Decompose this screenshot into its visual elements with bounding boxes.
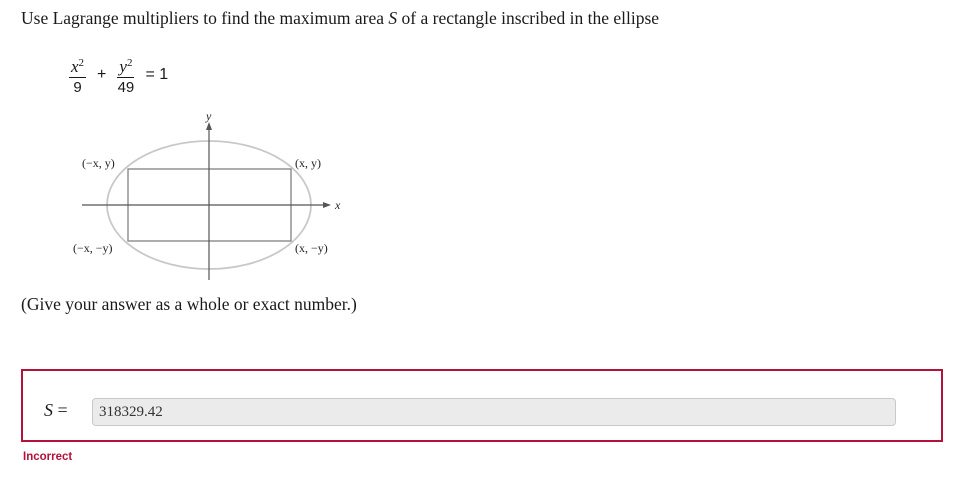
question-prefix: Use Lagrange multipliers to find the maximum area <box>21 8 389 28</box>
ellipse-equation <box>66 50 176 100</box>
x-numerator: $x^2$ <box>71 56 85 76</box>
question-suffix: of a rectangle inscribed in the ellipse <box>397 8 660 28</box>
answer-variable: S <box>44 400 53 420</box>
equals-one: = 1 <box>145 66 169 83</box>
x-fraction-bar <box>69 77 86 78</box>
y-axis-label: y <box>206 109 212 123</box>
ellipse-diagram <box>60 108 360 286</box>
corner-label-bottom-right: (x, −y) <box>295 241 328 255</box>
answer-box <box>21 369 943 442</box>
y-fraction-bar <box>117 77 134 78</box>
x-axis-label: x <box>335 198 341 212</box>
x-axis-arrow-icon <box>323 202 331 208</box>
x-denominator: 9 <box>73 78 82 96</box>
y-fraction <box>117 54 134 97</box>
y-axis-arrow-icon <box>206 122 212 130</box>
answer-label <box>44 400 68 421</box>
corner-label-top-left: (−x, y) <box>82 156 115 170</box>
answer-equals: = <box>53 400 68 420</box>
x-fraction <box>69 54 86 97</box>
question-text <box>21 8 659 29</box>
feedback-status: Incorrect <box>23 451 73 463</box>
answer-input[interactable]: 318329.42 <box>92 398 896 426</box>
question-variable: S <box>388 8 398 28</box>
corner-label-top-right: (x, y) <box>295 156 321 170</box>
answer-hint: (Give your answer as a whole or exact number.) <box>21 294 357 314</box>
plus-sign: + <box>97 66 107 83</box>
y-denominator: 49 <box>117 78 135 96</box>
corner-label-bottom-left: (−x, −y) <box>73 241 113 255</box>
y-numerator: $y^2$ <box>119 56 133 76</box>
